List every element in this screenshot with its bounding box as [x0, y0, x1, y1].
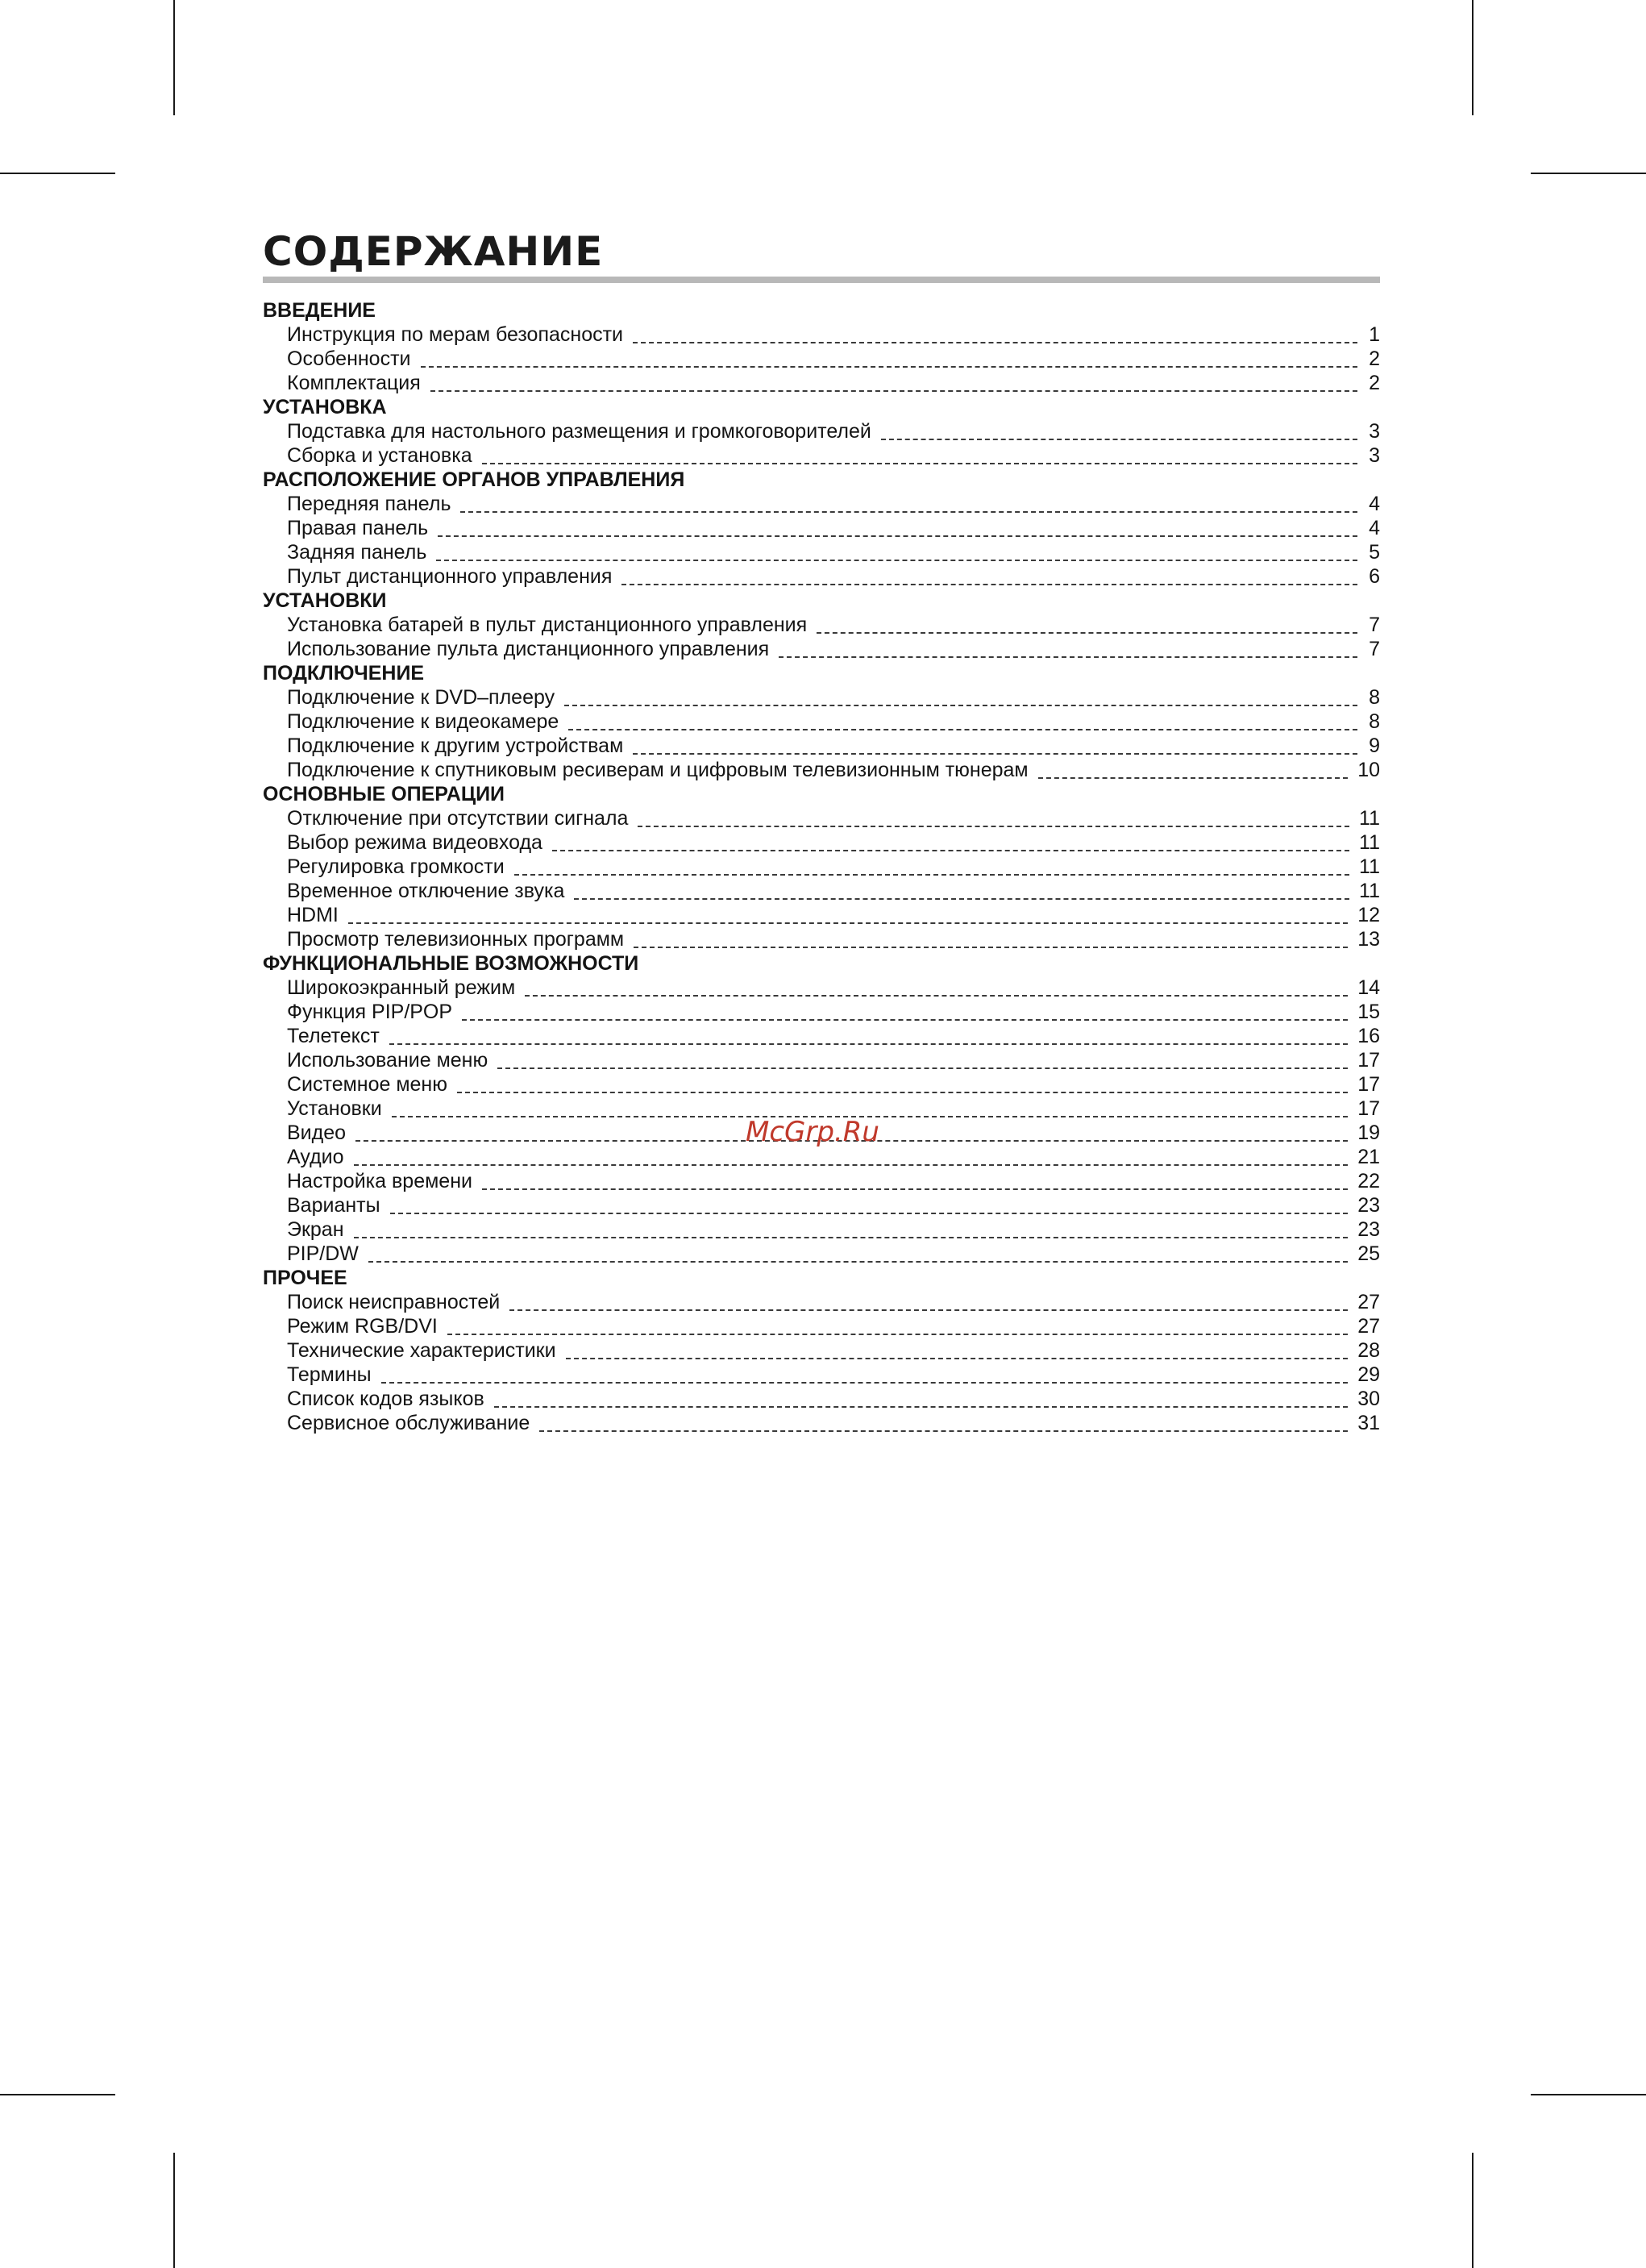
toc-entry-label: Инструкция по мерам безопасности — [287, 323, 624, 346]
toc-entry-page: 11 — [1359, 807, 1380, 830]
toc-entry-page: 1 — [1369, 323, 1380, 346]
dot-leader — [779, 656, 1357, 658]
toc-entry-page: 6 — [1369, 565, 1380, 588]
dot-leader — [482, 463, 1357, 464]
toc-section-heading: ПОДКЛЮЧЕНИЕ — [263, 662, 425, 685]
dot-leader — [368, 1261, 1348, 1263]
dot-leader — [634, 947, 1348, 948]
toc-entry[interactable] — [263, 1169, 1380, 1193]
toc-entry-label: Правая панель — [287, 517, 429, 539]
toc-entry-label: Аудио — [287, 1146, 344, 1168]
toc-entry-page: 8 — [1369, 710, 1380, 733]
dot-leader — [354, 1237, 1349, 1238]
toc-entry-label: Термины — [287, 1363, 372, 1386]
toc-entry-page: 4 — [1369, 493, 1380, 515]
toc-entry-label: Экран — [287, 1218, 344, 1241]
toc-entry-label: Функция PIP/POP — [287, 1001, 453, 1023]
toc-entry-label: Подставка для настольного размещения и громкоговорителей — [287, 420, 871, 443]
toc-entry-label: Видео — [287, 1122, 347, 1144]
toc-entry[interactable] — [263, 1314, 1380, 1338]
toc-entry[interactable] — [263, 1217, 1380, 1242]
toc-entry[interactable] — [263, 564, 1380, 589]
toc-section-heading: УСТАНОВКА — [263, 396, 387, 418]
dot-leader — [509, 1309, 1348, 1311]
toc-entry[interactable] — [263, 1048, 1380, 1072]
toc-entry[interactable] — [263, 855, 1380, 879]
toc-entry[interactable] — [263, 903, 1380, 927]
toc-entry-page: 3 — [1369, 420, 1380, 443]
toc-entry-label: Отключение при отсутствии сигнала — [287, 807, 629, 830]
toc-entry-page: 14 — [1357, 976, 1380, 999]
toc-entry-page: 25 — [1357, 1242, 1380, 1265]
toc-entry[interactable] — [263, 1411, 1380, 1435]
toc-entry-label: Передняя панель — [287, 493, 451, 515]
toc-entry-label: Установки — [287, 1097, 382, 1120]
toc-entry-page: 12 — [1357, 904, 1380, 926]
toc-entry[interactable] — [263, 1338, 1380, 1363]
dot-leader — [633, 342, 1357, 343]
toc-entry-page: 9 — [1369, 734, 1380, 757]
crop-mark-top-left — [173, 0, 175, 115]
dot-leader — [1038, 777, 1349, 779]
toc-entry[interactable] — [263, 637, 1380, 661]
toc-entry[interactable] — [263, 734, 1380, 758]
toc-section-heading: ПРОЧЕЕ — [263, 1267, 347, 1289]
toc-entry[interactable] — [263, 323, 1380, 347]
dot-leader — [390, 1213, 1349, 1214]
toc-entry-label: Просмотр телевизионных программ — [287, 928, 625, 951]
dot-leader — [881, 439, 1357, 440]
toc-entry-label: Список кодов языков — [287, 1388, 484, 1410]
crop-mark-bottom-left — [173, 2153, 175, 2268]
dot-leader — [539, 1430, 1348, 1432]
dot-leader — [497, 1067, 1348, 1069]
toc-entry-page: 11 — [1359, 831, 1380, 854]
toc-entry[interactable] — [263, 1387, 1380, 1411]
crop-mark-left-lower — [0, 2094, 115, 2095]
toc-entry-label: Подключение к спутниковым ресиверам и цифровым телевизионным тюнерам — [287, 759, 1029, 781]
toc-entry-page: 22 — [1357, 1170, 1380, 1192]
toc-entry[interactable] — [263, 806, 1380, 830]
toc-entry-page: 2 — [1369, 372, 1380, 394]
toc-section-heading: ОСНОВНЫЕ ОПЕРАЦИИ — [263, 783, 505, 805]
toc-entry-label: Широкоэкранный режим — [287, 976, 516, 999]
toc-entry-label: Регулировка громкости — [287, 855, 505, 878]
toc-entry-label: Варианты — [287, 1194, 380, 1217]
toc-entry-page: 17 — [1357, 1097, 1380, 1120]
toc-entry-label: Установка батарей в пульт дистанционного управления — [287, 614, 808, 636]
toc-entry[interactable] — [263, 758, 1380, 782]
crop-mark-right-lower — [1531, 2094, 1646, 2095]
dot-leader — [564, 705, 1357, 706]
toc-entry-page: 4 — [1369, 517, 1380, 539]
toc-entry[interactable] — [263, 1242, 1380, 1266]
toc-entry-page: 23 — [1357, 1218, 1380, 1241]
toc-entry-label: Временное отключение звука — [287, 880, 565, 902]
dot-leader — [389, 1043, 1348, 1045]
toc-entry[interactable] — [263, 492, 1380, 516]
toc-entry-label: Телетекст — [287, 1025, 380, 1047]
toc-entry-page: 30 — [1357, 1388, 1380, 1410]
toc-entry[interactable] — [263, 371, 1380, 395]
toc-entry[interactable] — [263, 419, 1380, 443]
toc-entry-page: 3 — [1369, 444, 1380, 467]
toc-entry-label: HDMI — [287, 904, 339, 926]
toc-entry[interactable] — [263, 830, 1380, 855]
toc-entry-label: Настройка времени — [287, 1170, 472, 1192]
dot-leader — [574, 898, 1349, 900]
dot-leader — [457, 1092, 1348, 1093]
toc-entry-label: Сборка и установка — [287, 444, 472, 467]
toc-entry-page: 7 — [1369, 614, 1380, 636]
dot-leader — [348, 922, 1348, 924]
toc-entry-page: 17 — [1357, 1073, 1380, 1096]
toc-entry-label: Использование пульта дистанционного управления — [287, 638, 770, 660]
toc-entry-label: Системное меню — [287, 1073, 447, 1096]
toc-entry-page: 15 — [1357, 1001, 1380, 1023]
dot-leader — [494, 1406, 1348, 1408]
toc-entry-page: 19 — [1357, 1122, 1380, 1144]
toc-entry[interactable] — [263, 879, 1380, 903]
crop-mark-bottom-right — [1472, 2153, 1474, 2268]
toc-entry-label: Использование меню — [287, 1049, 488, 1072]
toc-entry[interactable] — [263, 1000, 1380, 1024]
dot-leader — [462, 1019, 1348, 1021]
title-underline — [263, 277, 1380, 283]
toc-entry-label: Технические характеристики — [287, 1339, 556, 1362]
toc-entry[interactable] — [263, 613, 1380, 637]
toc-entry[interactable] — [263, 1363, 1380, 1387]
toc-entry-page: 7 — [1369, 638, 1380, 660]
dot-leader — [436, 560, 1357, 561]
dot-leader — [552, 850, 1349, 851]
toc-entry-page: 2 — [1369, 347, 1380, 370]
toc-entry-page: 27 — [1357, 1291, 1380, 1313]
toc-entry[interactable] — [263, 1072, 1380, 1097]
toc-entry-page: 16 — [1357, 1025, 1380, 1047]
dot-leader — [633, 753, 1357, 755]
dot-leader — [514, 874, 1349, 876]
toc-entry-label: PIP/DW — [287, 1242, 359, 1265]
toc-entry-label: Режим RGB/DVI — [287, 1315, 438, 1338]
toc-entry-page: 5 — [1369, 541, 1380, 564]
toc-entry-page: 11 — [1359, 855, 1380, 878]
crop-mark-top-right — [1472, 0, 1474, 115]
dot-leader — [381, 1382, 1349, 1384]
dot-leader — [460, 511, 1357, 513]
dot-leader — [438, 535, 1357, 537]
toc-entry[interactable] — [263, 516, 1380, 540]
toc-section-heading: ВВЕДЕНИЕ — [263, 299, 376, 322]
toc-entry-label: Выбор режима видеовхода — [287, 831, 542, 854]
table-of-contents — [263, 298, 1380, 1435]
toc-entry-label: Задняя панель — [287, 541, 427, 564]
toc-entry[interactable] — [263, 1193, 1380, 1217]
toc-entry-page: 28 — [1357, 1339, 1380, 1362]
toc-section-heading: ФУНКЦИОНАЛЬНЫЕ ВОЗМОЖНОСТИ — [263, 952, 639, 975]
toc-entry-page: 31 — [1357, 1412, 1380, 1434]
toc-entry[interactable] — [263, 685, 1380, 710]
toc-entry[interactable] — [263, 540, 1380, 564]
toc-entry-label: Поиск неисправностей — [287, 1291, 501, 1313]
toc-entry-page: 11 — [1359, 880, 1380, 902]
toc-entry-label: Особенности — [287, 347, 411, 370]
watermark: McGrp.Ru — [746, 1116, 879, 1148]
page-title: СОДЕРЖАНИЕ — [263, 228, 604, 275]
dot-leader — [482, 1188, 1348, 1190]
toc-entry[interactable] — [263, 1024, 1380, 1048]
toc-entry-label: Подключение к DVD–плееру — [287, 686, 555, 709]
toc-entry[interactable] — [263, 927, 1380, 951]
toc-entry-page: 27 — [1357, 1315, 1380, 1338]
toc-entry-label: Сервисное обслуживание — [287, 1412, 530, 1434]
dot-leader — [817, 632, 1357, 634]
toc-entry-page: 17 — [1357, 1049, 1380, 1072]
dot-leader — [354, 1164, 1349, 1166]
toc-entry[interactable] — [263, 710, 1380, 734]
toc-entry[interactable] — [263, 1290, 1380, 1314]
toc-entry-page: 8 — [1369, 686, 1380, 709]
toc-entry-label: Подключение к другим устройствам — [287, 734, 624, 757]
dot-leader — [638, 826, 1349, 827]
toc-entry-page: 13 — [1357, 928, 1380, 951]
dot-leader — [568, 729, 1357, 730]
dot-leader — [447, 1334, 1348, 1335]
dot-leader — [430, 390, 1357, 392]
toc-section-heading: РАСПОЛОЖЕНИЕ ОРГАНОВ УПРАВЛЕНИЯ — [263, 468, 685, 491]
toc-section-heading: УСТАНОВКИ — [263, 589, 387, 612]
toc-entry-page: 29 — [1357, 1363, 1380, 1386]
toc-entry[interactable] — [263, 347, 1380, 371]
toc-entry-page: 21 — [1357, 1146, 1380, 1168]
toc-entry-page: 10 — [1357, 759, 1380, 781]
dot-leader — [525, 995, 1348, 997]
toc-entry-label: Пульт дистанционного управления — [287, 565, 613, 588]
crop-mark-left-upper — [0, 173, 115, 174]
toc-entry-page: 23 — [1357, 1194, 1380, 1217]
dot-leader — [621, 584, 1357, 585]
toc-entry-label: Подключение к видеокамере — [287, 710, 559, 733]
dot-leader — [566, 1358, 1349, 1359]
toc-entry[interactable] — [263, 976, 1380, 1000]
crop-mark-right-upper — [1531, 173, 1646, 174]
toc-entry[interactable] — [263, 443, 1380, 468]
dot-leader — [421, 366, 1357, 368]
toc-entry-label: Комплектация — [287, 372, 421, 394]
